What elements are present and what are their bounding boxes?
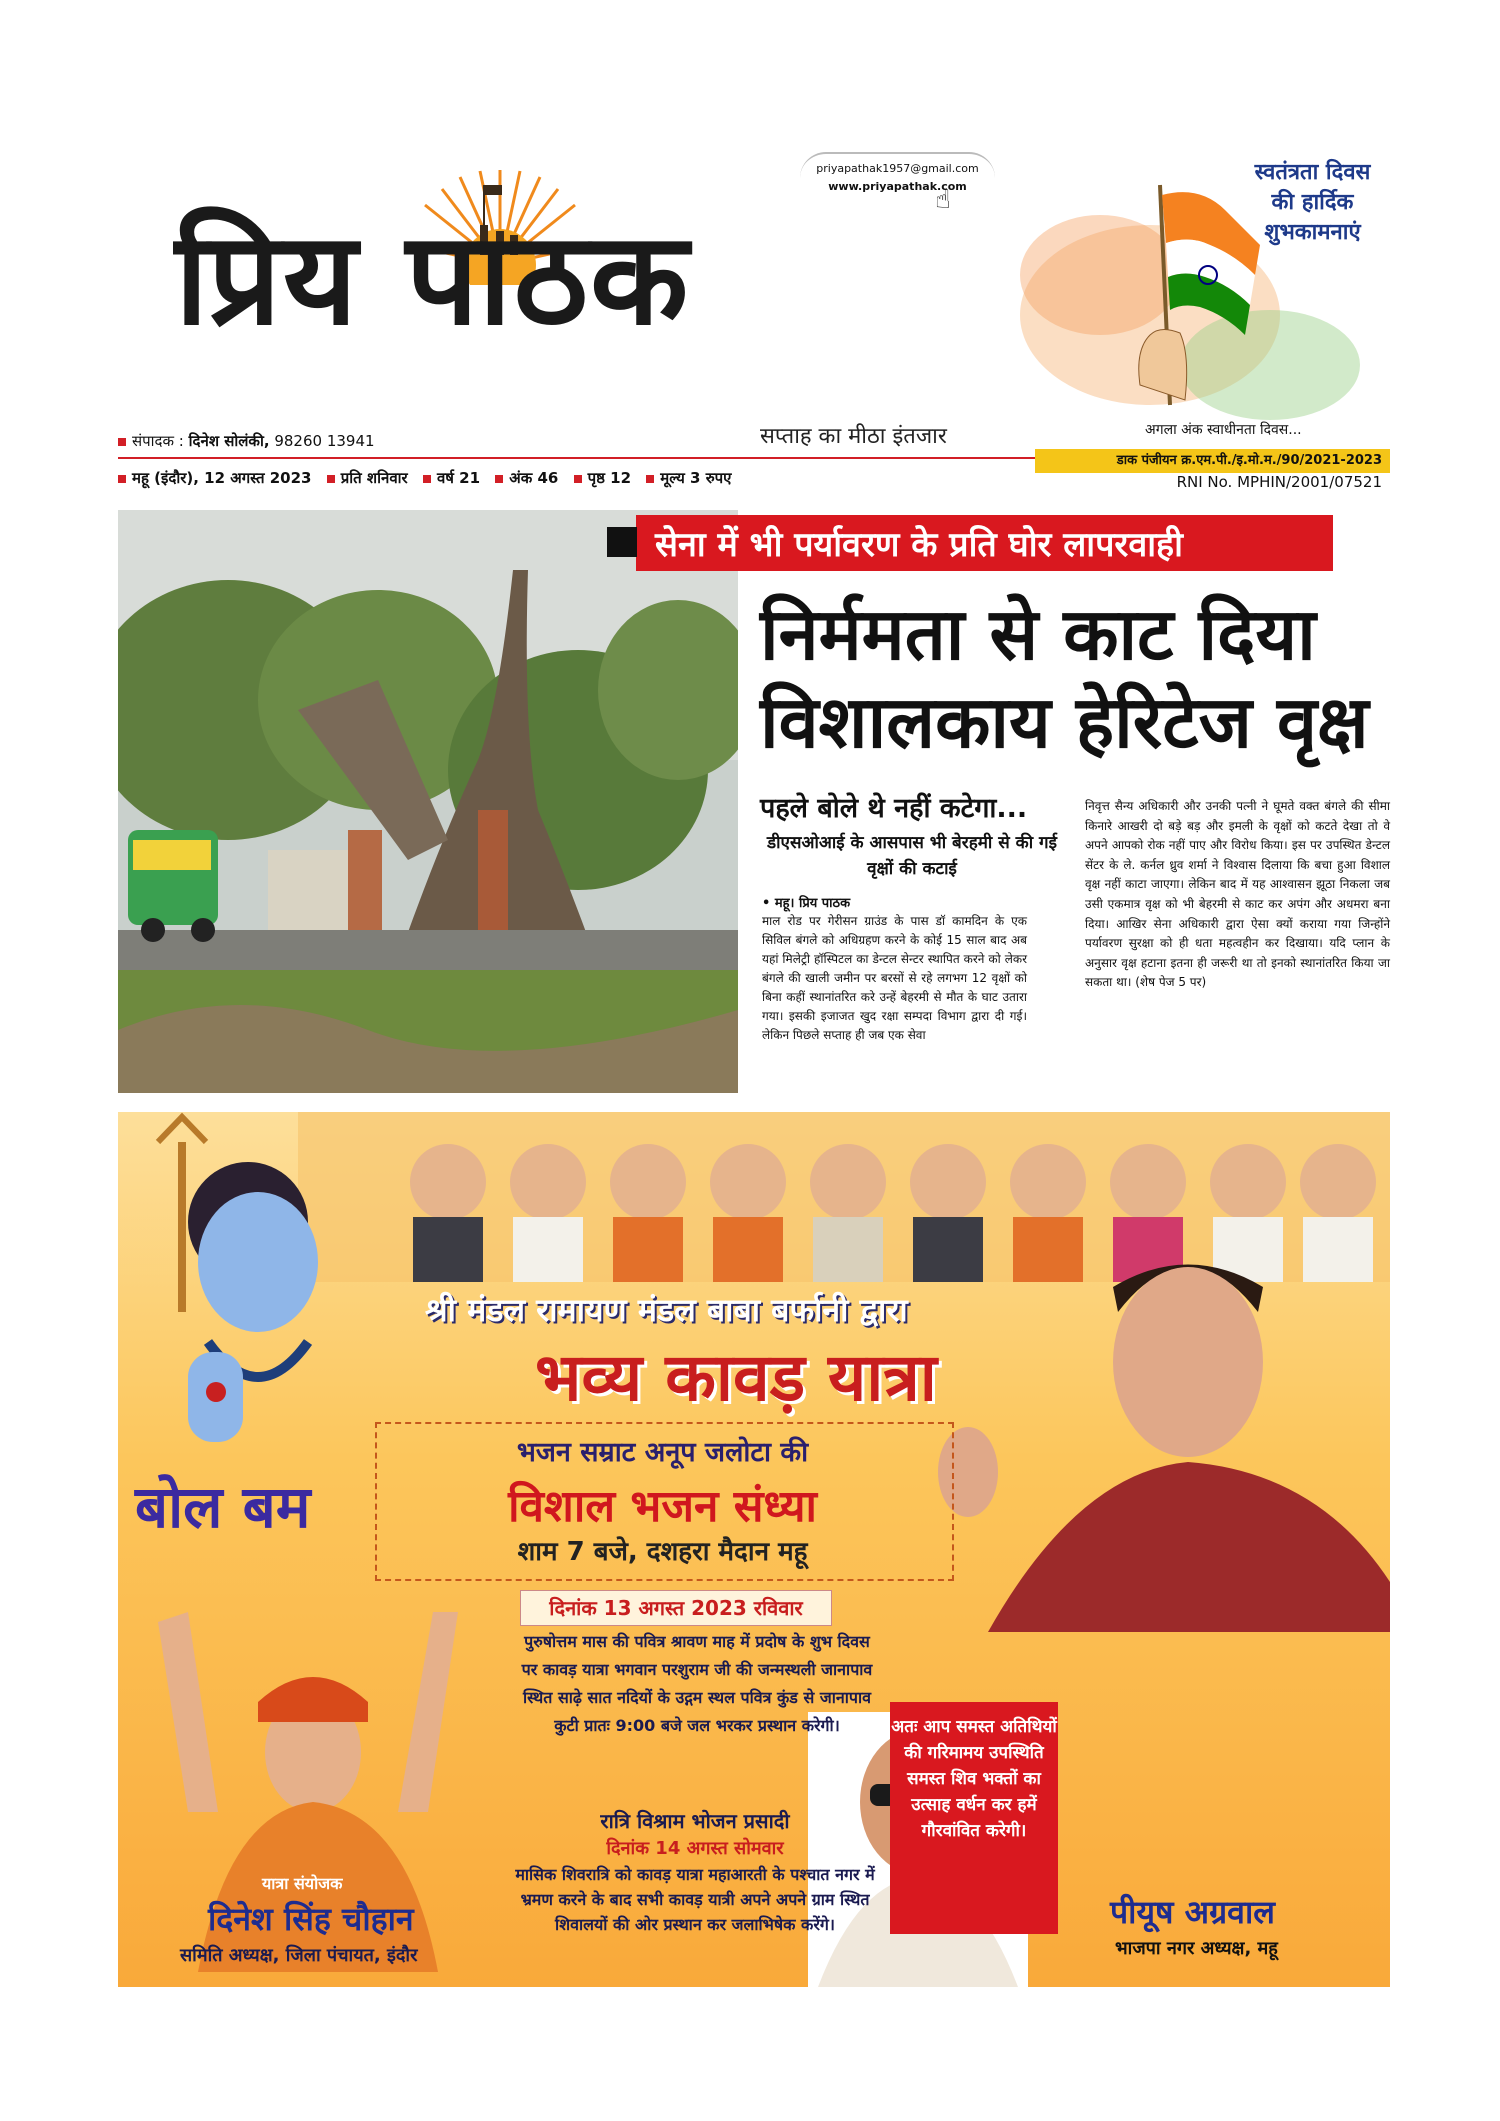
website-link[interactable]: www.priyapathak.com (828, 180, 967, 193)
editor-line: संपादक : दिनेश सोलंकी, 98260 13941 (118, 431, 375, 451)
organiser-label: यात्रा संयोजक (262, 1874, 343, 1893)
night-stay-heading: रात्रि विश्राम भोजन प्रसादी (600, 1809, 790, 1833)
host-title: भाजपा नगर अध्यक्ष, महू (1115, 1938, 1278, 1959)
ad-main-title: भव्य कावड़ यात्रा (535, 1338, 937, 1416)
independence-greeting: स्वतंत्रता दिवस की हार्दिक शुभकामनाएं (1254, 160, 1371, 245)
bhajan-intro: भजन सम्राट अनूप जलोटा की (516, 1437, 809, 1468)
bullet-icon (118, 438, 126, 446)
event-date-2: दिनांक 14 अगस्त सोमवार (606, 1838, 784, 1859)
byline: • महू। प्रिय पाठक (762, 896, 851, 911)
event-description-2: मासिक शिवरात्रि को कावड़ यात्रा महाआरती के पश्चात नगर में भ्रमण करने के बाद सभी कावड़ यात्री अपने अपने ग्राम स्थित शिवालयों की ओर प्रस्थान कर जलाभिषेक करेंगे। (515, 1865, 875, 1934)
rni-number: RNI No. MPHIN/2001/07521 (1176, 473, 1382, 491)
pointing-hand-icon: ☝ (935, 185, 951, 215)
felled-tree-photo (118, 510, 738, 1093)
email-link[interactable]: priyapathak1957@gmail.com (816, 162, 979, 175)
host-name: पीयूष अग्रवाल (1110, 1893, 1275, 1931)
organiser-title: समिति अध्यक्ष, जिला पंचायत, इंदौर (180, 1945, 418, 1966)
tagline: सप्ताह का मीठा इंतजार (760, 424, 947, 449)
kicker-square (607, 527, 637, 557)
newspaper-logo: प्रिय पाठक (175, 204, 691, 354)
lord-shiva-illustration (158, 1117, 318, 1442)
invitation-box: अतः आप समस्त अतिथियों की गरिमामय उपस्थिति समस्त शिव भक्तों का उत्साह वर्धन कर हमें गौरवांवित करेगी। (890, 1702, 1058, 1934)
contact-box (800, 152, 995, 212)
subheadline: पहले बोले थे नहीं कटेगा... (760, 793, 1028, 824)
bhajan-venue: शाम 7 बजे, दशहरा मैदान महू (517, 1537, 808, 1567)
event-date-1: दिनांक 13 अगस्त 2023 रविवार (520, 1590, 832, 1626)
kicker-text: सेना में भी पर्यावरण के प्रति घोर लापरवाही (655, 525, 1183, 565)
lead-headline: निर्ममता से काट दिया विशालकाय हेरिटेज वृक्ष (760, 591, 1369, 764)
leaders-portrait-row (298, 1112, 1390, 1282)
postal-registration: डाक पंजीयन क्र.एम.पी./इ.मो.म./90/2021-2023 (1035, 449, 1390, 473)
ad-organiser-line: श्री मंडल रामायण मंडल बाबा बर्फानी द्वारा (425, 1291, 908, 1329)
next-issue-note: अगला अंक स्वाधीनता दिवस... (1145, 422, 1302, 438)
bhajan-title: विशाल भजन संध्या (508, 1481, 817, 1532)
deck: डीएसओआई के आसपास भी बेरहमी से की गई वृक्षों की कटाई (767, 833, 1057, 879)
dateline: महू (इंदौर), 12 अगस्त 2023 प्रति शनिवार वर्ष 21 अंक 46 पृष्ठ 12 मूल्य 3 रुपए (118, 468, 741, 488)
event-description-1: पुरुषोत्तम मास की पवित्र श्रावण माह में प्रदोष के शुभ दिवस पर कावड़ यात्रा भगवान परशुराम जी की जन्मस्थली जानापाव स्थित साढ़े सात नदियों के उद्गम स्थल पवित्र कुंड से जानापाव कुटी प्रातः 9:00 बजे जल भरकर प्रस्थान करेगी। (521, 1632, 873, 1735)
bol-bam-text: बोल बम (135, 1473, 311, 1541)
editor-name: दिनेश सोलंकी, (188, 432, 270, 450)
editor-phone: 98260 13941 (274, 432, 375, 450)
organiser-name: दिनेश सिंह चौहान (208, 1900, 414, 1938)
story-column-1: माल रोड पर गेरीसन ग्राउंड के पास डॉ कामदिन के एक सिविल बंगले को अधिग्रहण करने के कोई 15 साल बाद अब यहां मिलेट्री हॉस्पिटल का डेन्टल सेन्टर स्थापित करने को लेकर बंगले की खाली जमीन पर बरसों से रहे लगभग 12 वृक्षों को बिना कहीं स्थानांतरित करे उन्हें बेहरमी से मौत के घाट उतारा गया। इसकी इजाजत खुद रक्षा सम्पदा विभाग द्वारा दी गई। लेकिन पिछले सप्ताह ही जब एक सेवा (762, 914, 1027, 1042)
singer-photo (938, 1265, 1390, 1633)
story-column-2: निवृत्त सैन्य अधिकारी और उनकी पत्नी ने घूमते वक्त बंगले की सीमा किनारे आखरी दो बड़े बड़ और इमली के वृक्षों को कटते देखा तो वे अपने आपको रोक नहीं पाए और विरोध किया। इस पर उपस्थित डेन्टल सेंटर के ले. कर्नल ध्रुव शर्मा ने विश्वास दिलाया कि बचा हुआ विशाल वृक्ष नहीं काटा जाएगा। लेकिन बाद में यह आश्वासन झूठा निकला जब उसी एकमात्र वृक्ष को भी बेहरमी से काट कर अपंग और अधमरा बना दिया। आखिर सेना अधिकारी द्वारा ऐसा क्यों कराया गया जिन्होंने पर्यावरण सुरक्षा को ही धता महत्वहीन कर दिखाया। यदि प्लान के अनुसार वृक्ष हटाना इतना ही जरूरी था तो इनको स्थानांतरित किया जा सकता था। (शेष पेज 5 पर) (1085, 799, 1390, 990)
